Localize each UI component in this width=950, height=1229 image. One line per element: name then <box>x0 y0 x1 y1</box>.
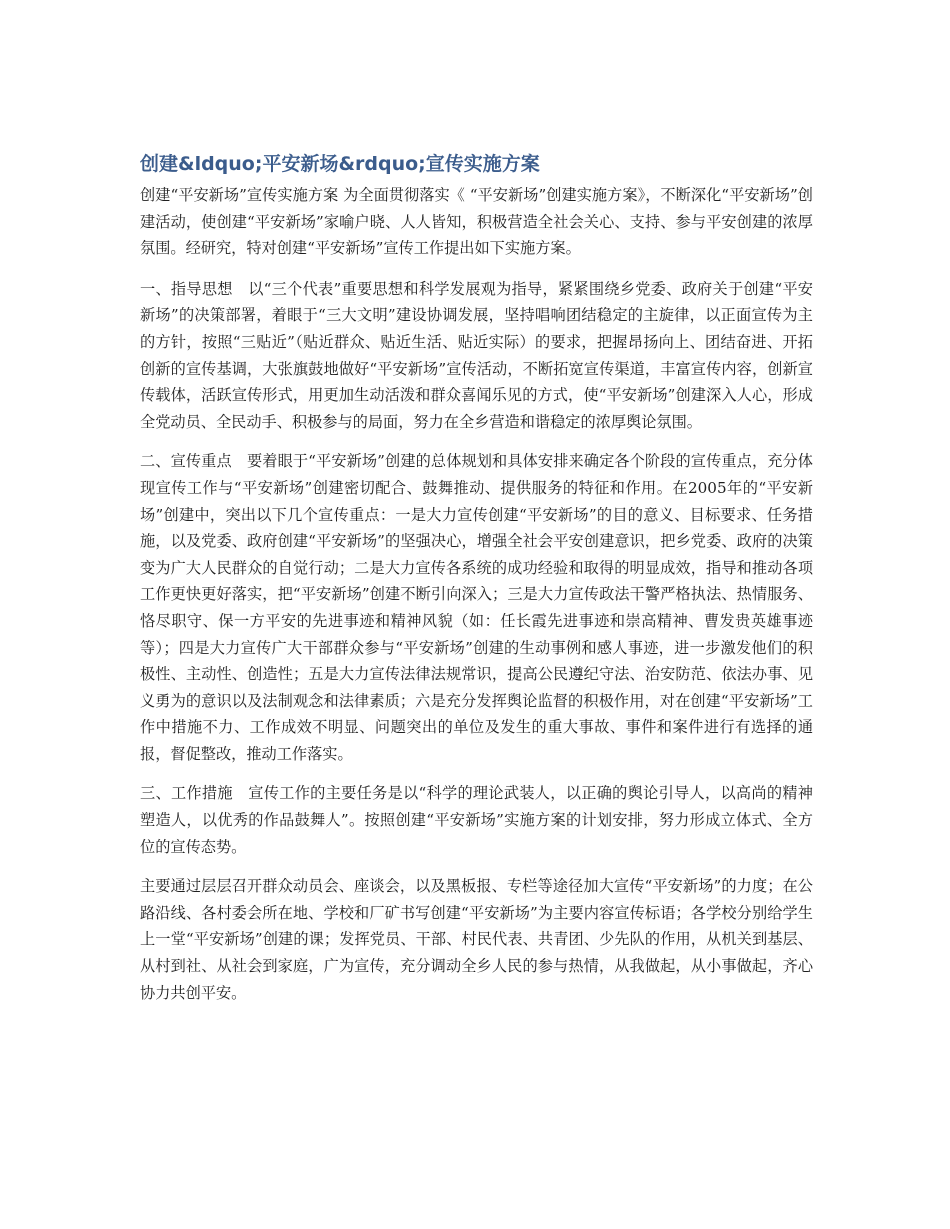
work-measures-paragraph: 三、工作措施 宣传工作的主要任务是以“科学的理论武装人，以正确的舆论引导人，以高尚的精神塑造人，以优秀的作品鼓舞人”。按照创建“平安新场”实施方案的计划安排，努力形成立体式、全方位的宣传态势。 <box>140 784 813 856</box>
guiding-ideology-paragraph: 一、指导思想 以“三个代表”重要思想和科学发展观为指导，紧紧围绕乡党委、政府关于创建“平安新场”的决策部署，着眼于“三大文明”建设协调发展，坚持唱响团结稳定的主旋律，以正面宣传为主的方针，按照“三贴近”（贴近群众、贴近生活、贴近实际）的要求，把握昂扬向上、团结奋进、开拓创新的宣传基调，大张旗鼓地做好“平安新场”宣传活动，不断拓宽宣传渠道，丰富宣传内容，创新宣传载体，活跃宣传形式，用更加生动活泼和群众喜闻乐见的方式，使“平安新场”创建深入人心，形成全党动员、全民动手、积极参与的局面，努力在全乡营造和谐稳定的浓厚舆论氛围。 <box>140 279 813 431</box>
main-approach-paragraph: 主要通过层层召开群众动员会、座谈会，以及黑板报、专栏等途径加大宣传“平安新场”的力度；在公路沿线、各村委会所在地、学校和厂矿书写创建“平安新场”为主要内容宣传标语；各学校分别给学生上一堂“平安新场”创建的课；发挥党员、干部、村民代表、共青团、少先队的作用，从机关到基层、从村到社、从社会到家庭，广为宣传，充分调动全乡人民的参与热情，从我做起，从小事做起，齐心协力共创平安。 <box>140 877 813 1002</box>
publicity-focus-paragraph: 二、宣传重点 要着眼于“平安新场”创建的总体规划和具体安排来确定各个阶段的宣传重点，充分体现宣传工作与“平安新场”创建密切配合、鼓舞推动、提供服务的特征和作用。在2005年的“平安新场”创建中，突出以下几个宣传重点：一是大力宣传创建“平安新场”的目的意义、目标要求、任务措施，以及党委、政府创建“平安新场”的坚强决心，增强全社会平安创建意识，把乡党委、政府的决策变为广大人民群众的自觉行动；二是大力宣传各系统的成功经验和取得的明显成效，指导和推动各项工作更快更好落实，把“平安新场”创建不断引向深入；三是大力宣传政法干警严格执法、热情服务、恪尽职守、保一方平安的先进事迹和精神风貌（如：任长霞先进事迹和崇高精神、曹发贵英雄事迹等）；四是大力宣传广大干部群众参与“平安新场”创建的生动事例和感人事迹，进一步激发他们的积极性、主动性、创造性；五是大力宣传法律法规常识，提高公民遵纪守法、治安防范、依法办事、见义勇为的意识以及法制观念和法律素质；六是充分发挥舆论监督的积极作用，对在创建“平安新场”工作中措施不力、工作成效不明显、问题突出的单位及发生的重大事故、事件和案件进行有选择的通报，督促整改，推动工作落实。 <box>140 452 813 763</box>
document-title: 创建&ldquo;平安新场&rdquo;宣传实施方案 <box>140 153 540 175</box>
document-page <box>140 148 813 1019</box>
intro-paragraph: 创建“平安新场”宣传实施方案 为全面贯彻落实《 “平安新场”创建实施方案》，不断深化“平安新场”创建活动，使创建“平安新场”家喻户晓、人人皆知，积极营造全社会关心、支持、参与平安创建的浓厚氛围。经研究，特对创建“平安新场”宣传工作提出如下实施方案。 <box>140 186 813 258</box>
